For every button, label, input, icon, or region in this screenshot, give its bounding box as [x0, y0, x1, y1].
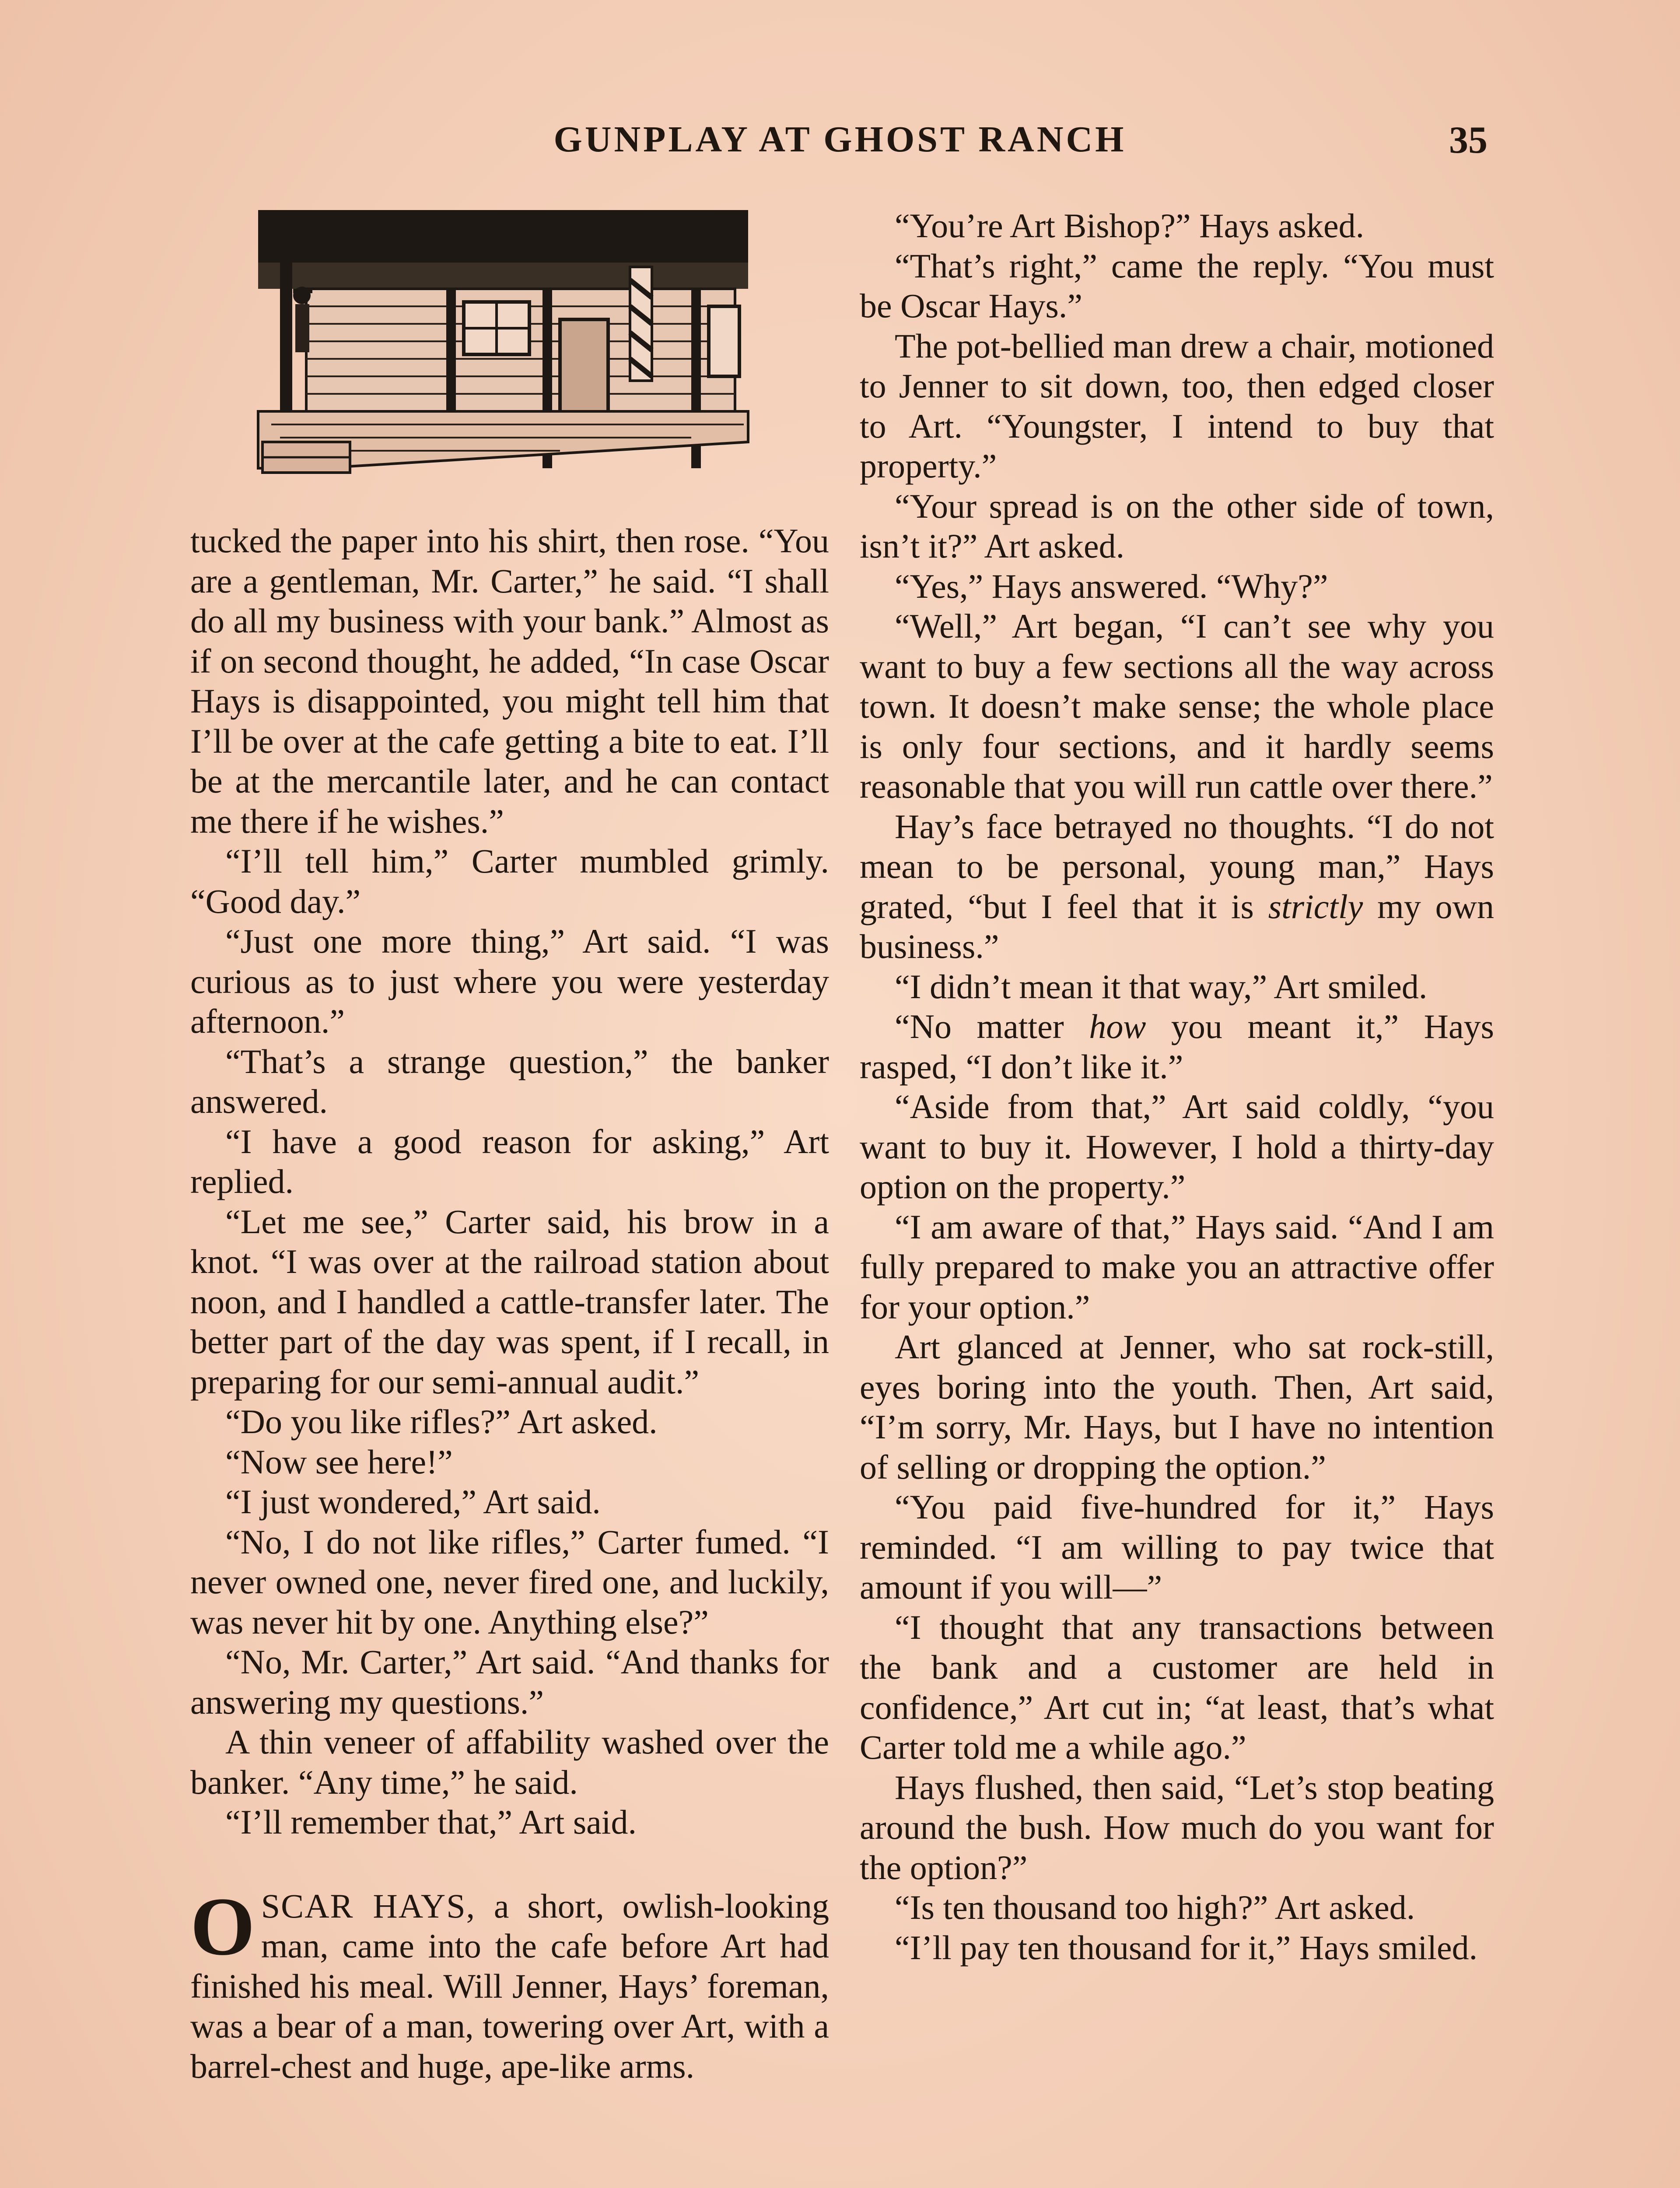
paragraph: “Well,” Art began, “I can’t see why you want to buy a few sections all the way across town. It doesn’t make sense; the whole place is only four sections, and it hardly seems reasonable that you will run cattle over there.”	[860, 607, 1494, 805]
paragraph-text: Hay’s face betrayed no thoughts. “I do not mean to be personal, young man,” Hays grated, “but I feel that it is	[860, 807, 1494, 926]
drop-cap: O	[190, 1880, 255, 1973]
paragraph: “Just one more thing,” Art said. “I was curious as to just where you were yesterday afternoon.”	[190, 922, 829, 1040]
paragraph: “I am aware of that,” Hays said. “And I am fully prepared to make you an attractive offer for your option.”	[860, 1207, 1494, 1326]
paragraph: “That’s right,” came the reply. “You must be Oscar Hays.”	[860, 246, 1494, 325]
paragraph: “That’s a strange question,” the banker answered.	[190, 1042, 829, 1120]
paragraph: “Let me see,” Carter said, his brow in a knot. “I was over at the railroad station about noon, and I handled a cattle-transfer later. The better part of the day was spent, if I recall, in preparing for our semi-annual audit.”	[190, 1202, 829, 1401]
paragraph: “Now see here!”	[225, 1442, 453, 1481]
paragraph: “Yes,” Hays answered. “Why?”	[895, 567, 1328, 605]
paragraph: “No, I do not like rifles,” Carter fumed. “I never owned one, never fired one, and luckily, was never hit by one. Anything else?”	[190, 1522, 829, 1641]
paragraph: “Do you like rifles?” Art asked.	[225, 1403, 658, 1441]
paragraph: “You’re Art Bishop?” Hays asked.	[895, 207, 1365, 245]
paragraph-text: my own business.”	[860, 887, 1494, 965]
paragraph: Art glanced at Jenner, who sat rock-still, eyes boring into the youth. Then, Art said, “I’m sorry, Mr. Hays, but I have no intention of selling or dropping the option.”	[860, 1328, 1494, 1486]
paragraph: “Is ten thousand too high?” Art asked.	[895, 1888, 1415, 1926]
paragraph: “I’ll pay ten thousand for it,” Hays smiled.	[895, 1928, 1478, 1967]
paragraph-text: you meant it,” Hays rasped, “I don’t like it.”	[860, 1007, 1494, 1086]
section-break	[190, 1842, 829, 1886]
paragraph: “I have a good reason for asking,” Art replied.	[190, 1122, 829, 1200]
paragraph: “I’ll remember that,” Art said.	[225, 1803, 637, 1841]
paragraph: “I’ll tell him,” Carter mumbled grimly. “Good day.”	[190, 842, 829, 920]
paragraph: tucked the paper into his shirt, then rose. “You are a gentleman, Mr. Carter,” he said. “I shall do all my business with your bank.” Almost as if on second thought, he added, “In case Oscar Hays is disappointed, you might tell him that I’ll be over at the cafe getting a bite to eat. I’ll be at the mercantile later, and he can contact me there if he wishes.”	[190, 522, 829, 840]
western-saloon-illustration	[254, 206, 752, 477]
paragraph: “You paid five-hundred for it,” Hays reminded. “I am willing to pay twice that amount if you will—”	[860, 1488, 1494, 1606]
emphasis: strictly	[1268, 887, 1363, 926]
emphasis: how	[1089, 1007, 1146, 1045]
paragraph: “I thought that any transactions between the bank and a customer are held in confidence,” Art cut in; “at least, that’s what Carter told me a while ago.”	[860, 1608, 1494, 1766]
paragraph	[860, 806, 1494, 967]
paragraph: “Aside from that,” Art said coldly, “you want to buy it. However, I hold a thirty-day option on the property.”	[860, 1087, 1494, 1206]
section-opening-paragraph	[190, 1880, 830, 2086]
paragraph: “I didn’t mean it that way,” Art smiled.	[895, 967, 1428, 1006]
paragraph	[860, 1006, 1494, 1087]
page-header	[192, 118, 1488, 171]
paragraph-text: a short, owlish-looking man, came into the cafe before Art had finished his meal. Will Jenner, Hays’ foreman, was a bear of a man, towering over Art, with a barrel-chest and huge, ape-like arms.	[190, 1886, 830, 2085]
paragraph: Hays flushed, then said, “Let’s stop beating around the bush. How much do you want for the option?”	[860, 1768, 1494, 1886]
right-column	[860, 206, 1494, 2188]
page-number: 35	[1449, 119, 1488, 161]
paragraph: “I just wondered,” Art said.	[225, 1483, 601, 1521]
paragraph: A thin veneer of affability washed over the banker. “Any time,” he said.	[190, 1723, 829, 1801]
lead-in-caps: SCAR HAYS,	[261, 1886, 476, 1925]
paragraph: “No, Mr. Carter,” Art said. “And thanks for answering my questions.”	[190, 1643, 829, 1721]
paragraph: “Your spread is on the other side of town, isn’t it?” Art asked.	[860, 487, 1494, 565]
running-head: GUNPLAY AT GHOST RANCH	[553, 119, 1127, 160]
left-column	[190, 206, 829, 2188]
paragraph-text: “No matter	[895, 1007, 1089, 1045]
paragraph: The pot-bellied man drew a chair, motioned to Jenner to sit down, too, then edged closer to Art. “Youngster, I intend to buy that property.”	[860, 326, 1494, 485]
